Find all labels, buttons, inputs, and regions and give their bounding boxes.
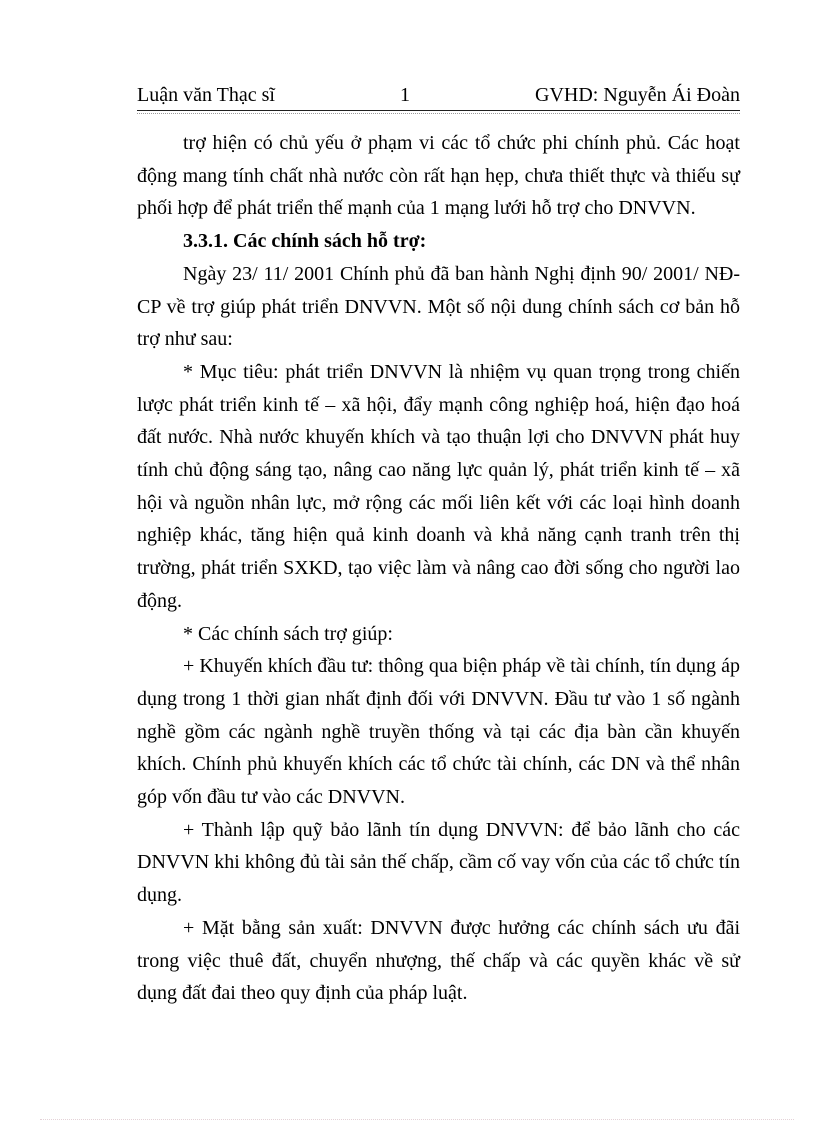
header-document-title: Luận văn Thạc sĩ <box>137 84 275 106</box>
paragraph-continuation: trợ hiện có chủ yếu ở phạm vi các tổ chức phi chính phủ. Các hoạt động mang tính chất nhà nước còn rất hạn hẹp, chưa thiết thực và thiếu sự phối hợp để phát triển thế mạnh của 1 mạng lưới hỗ trợ cho DNVVN. <box>137 132 740 220</box>
page-bottom-dotted-rule <box>40 1119 794 1120</box>
paragraph-objective: * Mục tiêu: phát triển DNVVN là nhiệm vụ quan trọng trong chiến lược phát triển kinh tế – xã hội, đẩy mạnh công nghiệp hoá, hiện đạo hoá đất nước. Nhà nước khuyến khích và tạo thuận lợi cho DNVVN phát huy tính chủ động sáng tạo, nâng cao năng lực quản lý, phát triển kinh tế – xã hội và nguồn nhân lực, mở rộng các mối liên kết với các loại hình doanh nghiệp khác, tăng hiện quả kinh doanh và khả năng cạnh tranh trên thị trường, phát triển SXKD, tạo việc làm và nâng cao đời sống cho người lao động. <box>137 360 740 612</box>
section-heading: 3.3.1. Các chính sách hỗ trợ: <box>183 230 427 253</box>
page-header-row <box>137 84 740 110</box>
paragraph-policies-intro: * Các chính sách trợ giúp: <box>183 622 393 645</box>
paragraph-decree: Ngày 23/ 11/ 2001 Chính phủ đã ban hành Nghị định 90/ 2001/ NĐ-CP về trợ giúp phát triển DNVVN. Một số nội dung chính sách cơ bản hỗ trợ như sau: <box>137 262 740 351</box>
paragraph-credit-guarantee-fund: + Thành lập quỹ bảo lãnh tín dụng DNVVN: để bảo lãnh cho các DNVVN khi không đủ tài sản thế chấp, cầm cố vay vốn của các tổ chức tín dụng. <box>137 818 740 907</box>
header-advisor-text: GVHD: Nguyễn Ái Đoàn <box>535 84 740 106</box>
header-rule-dotted <box>137 113 740 114</box>
header-rule <box>137 110 740 111</box>
document-body <box>137 127 740 1010</box>
paragraph-production-premises: + Mặt bằng sản xuất: DNVVN được hưởng các chính sách ưu đãi trong việc thuê đất, chuyển nhượng, thế chấp và các quyền khác về sử dụng đất đai theo quy định của pháp luật. <box>137 916 740 1005</box>
page-header <box>137 84 740 114</box>
header-page-number: 1 <box>399 84 410 106</box>
paragraph-investment-incentive: + Khuyến khích đầu tư: thông qua biện pháp về tài chính, tín dụng áp dụng trong 1 thời gian nhất định đối với DNVVN. Đầu tư vào 1 số ngành nghề gồm các ngành nghề truyền thống và tại các địa bàn cần khuyến khích. Chính phủ khuyến khích các tổ chức tài chính, các DN và thể nhân góp vốn đầu tư vào các DNVVN. <box>137 655 740 809</box>
